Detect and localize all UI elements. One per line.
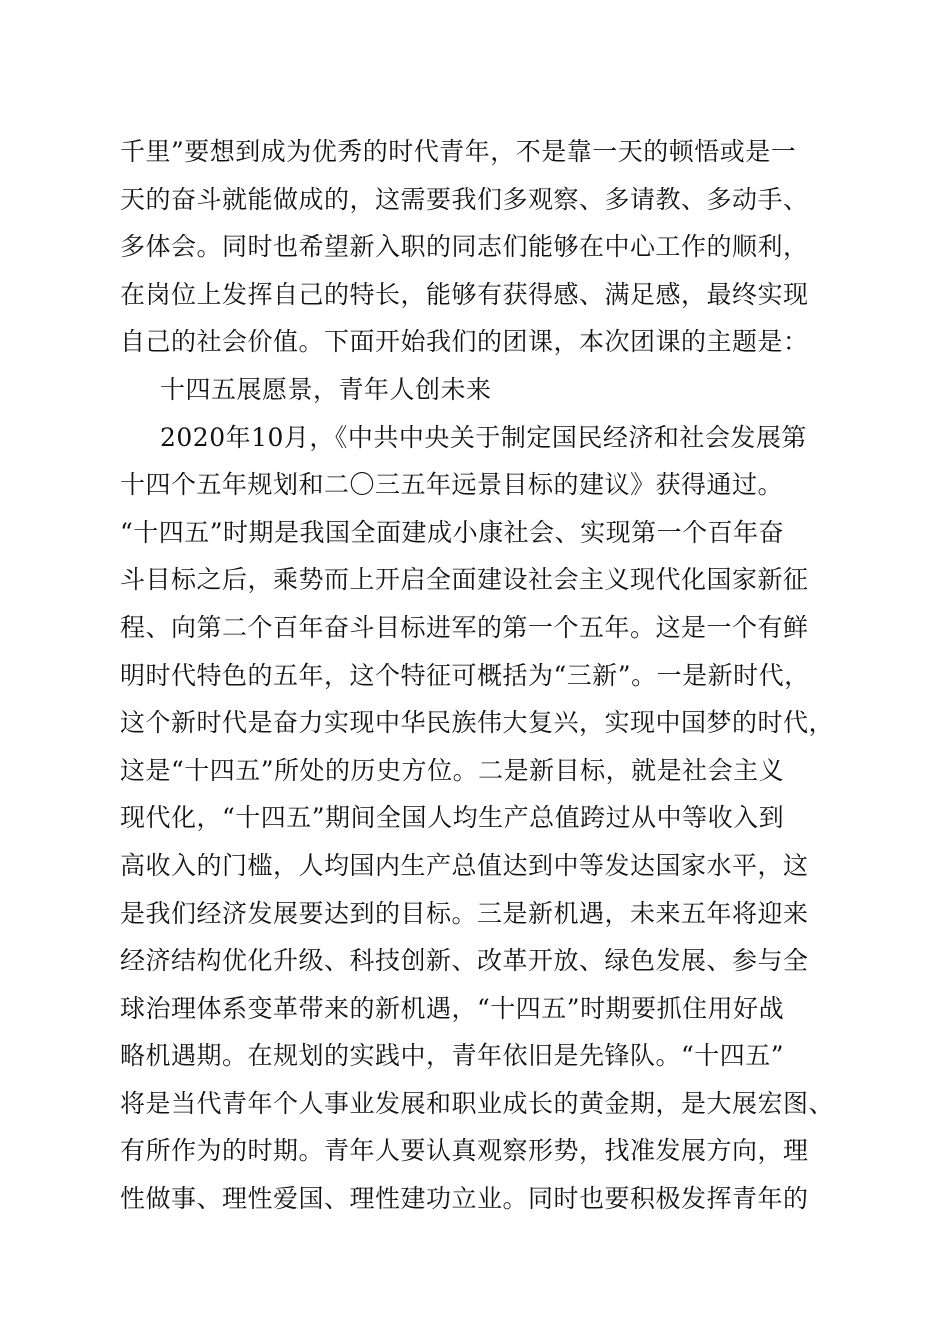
text-line: 现代化，“十四五”期间全国人均生产总值跨过从中等收入到: [120, 803, 785, 833]
text-line: 明时代特色的五年，这个特征可概括为“三新”。一是新时代，: [120, 660, 810, 690]
text-line: 性做事、理性爱国、理性建功立业。同时也要积极发挥青年的: [120, 1184, 809, 1214]
text-line: 斗目标之后，乘势而上开启全面建设社会主义现代化国家新征: [120, 565, 809, 595]
text-line: 程、向第二个百年奋斗目标进军的第一个五年。这是一个有鲜: [120, 612, 809, 642]
text-line: 这是“十四五”所处的历史方位。二是新目标，就是社会主义: [120, 755, 785, 785]
text-line: 这个新时代是奋力实现中华民族伟大复兴，实现中国梦的时代，: [120, 708, 835, 738]
text-line: “十四五”时期是我国全面建成小康社会、实现第一个百年奋: [120, 517, 785, 547]
text-line: 球治理体系变革带来的新机遇，“十四五”时期要抓住用好战: [120, 993, 785, 1023]
text-line: 高收入的门槛，人均国内生产总值达到中等发达国家水平，这: [120, 850, 809, 880]
text-line: 经济结构优化升级、科技创新、改革开放、绿色发展、参与全: [120, 946, 809, 976]
text-line: 多体会。同时也希望新入职的同志们能够在中心工作的顺利，: [120, 232, 809, 262]
text-line: 自己的社会价值。下面开始我们的团课，本次团课的主题是：: [120, 327, 809, 357]
text-line: 十四个五年规划和二〇三五年远景目标的建议》获得通过。: [120, 470, 784, 500]
section-heading: 十四五展愿景，青年人创未来: [160, 374, 492, 404]
document-body: [120, 128, 835, 1223]
text-line: 略机遇期。在规划的实践中，青年依旧是先锋队。“十四五”: [120, 1041, 785, 1071]
text-line: 有所作为的时期。青年人要认真观察形势，找准发展方向，理: [120, 1136, 809, 1166]
text-line: 2020年10月，《中共中央关于制定国民经济和社会发展第: [160, 422, 807, 452]
text-line: 在岗位上发挥自己的特长，能够有获得感、满足感，最终实现: [120, 279, 809, 309]
text-line: 将是当代青年个人事业发展和职业成长的黄金期，是大展宏图、: [120, 1088, 835, 1118]
text-line: 千里”要想到成为优秀的时代青年，不是靠一天的顿悟或是一: [120, 137, 797, 166]
text-line: 是我们经济发展要达到的目标。三是新机遇，未来五年将迎来: [120, 898, 809, 928]
text-line: 天的奋斗就能做成的，这需要我们多观察、多请教、多动手、: [120, 184, 809, 214]
